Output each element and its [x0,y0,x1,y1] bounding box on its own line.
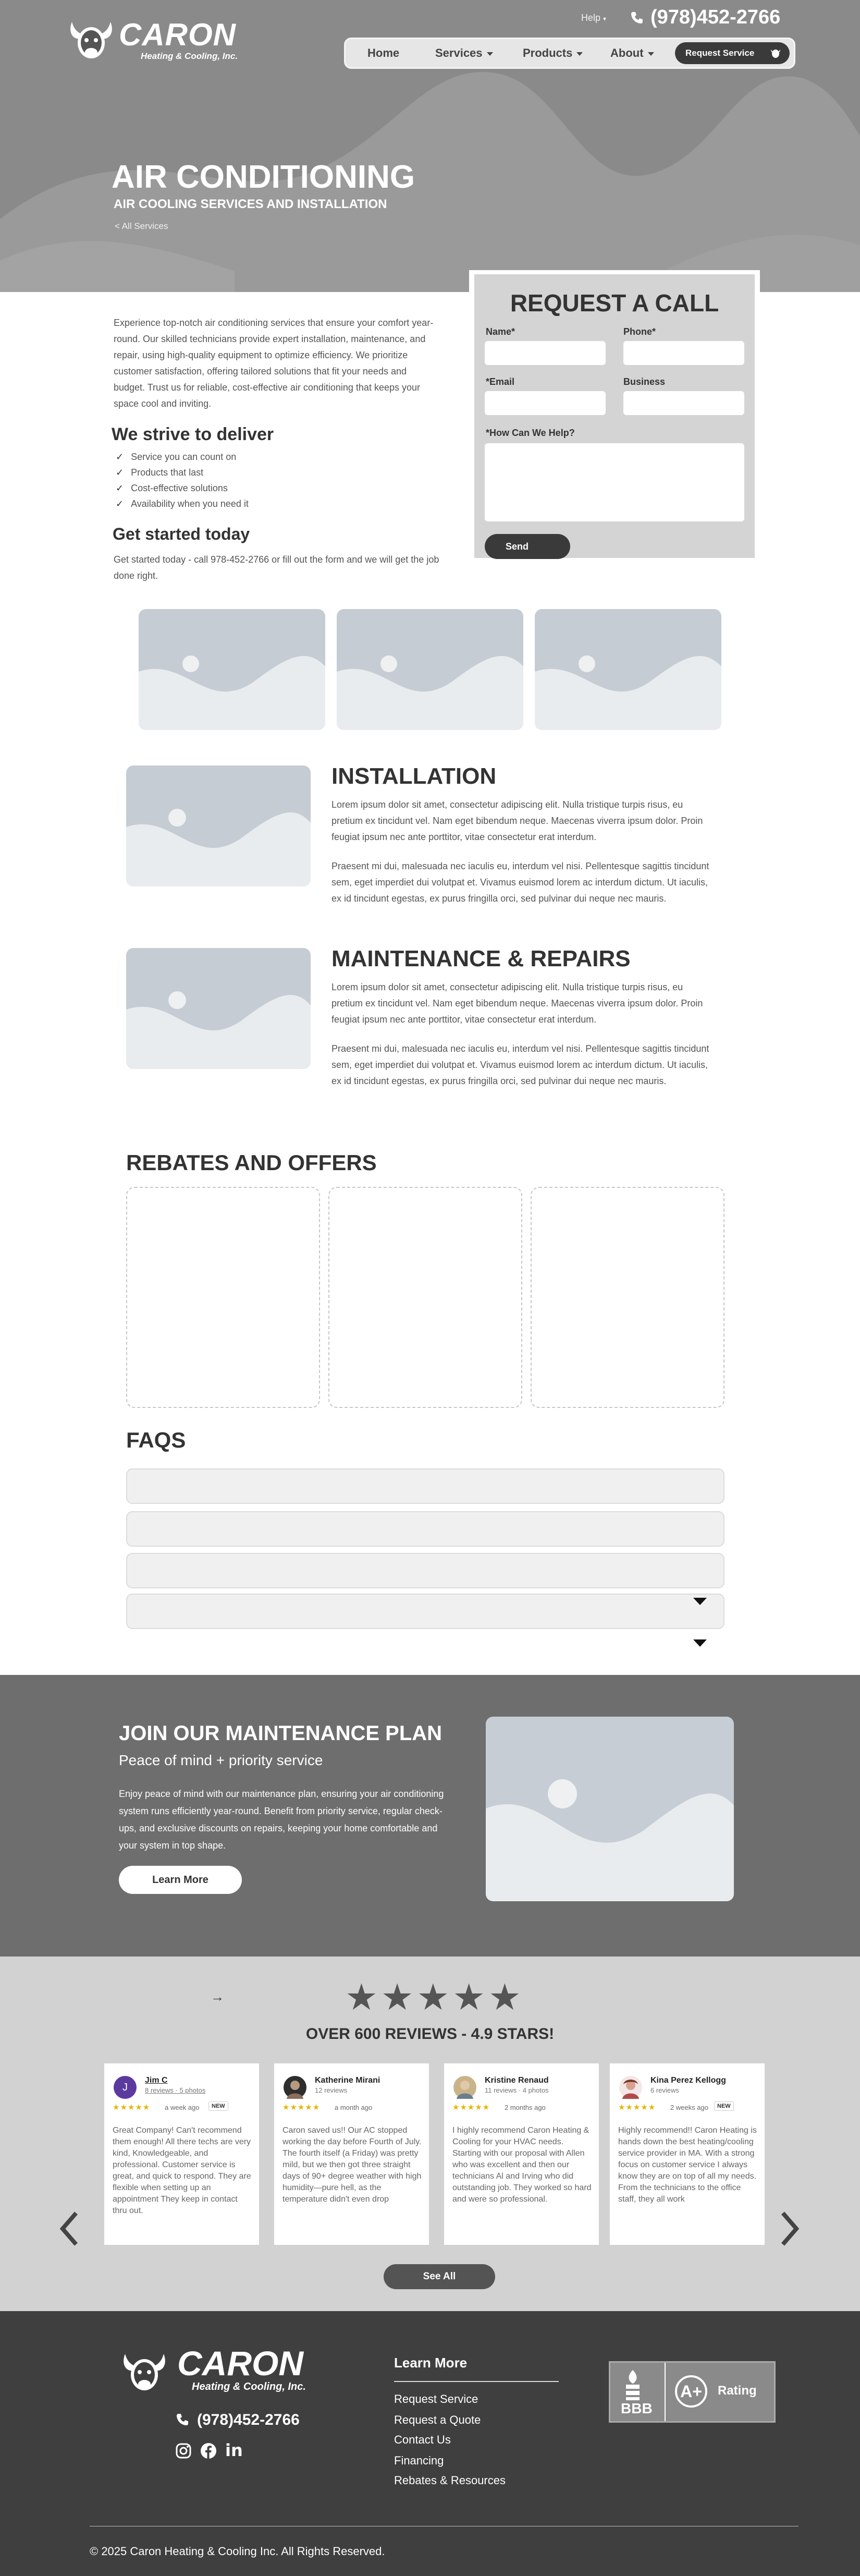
star-rating-icon: ★★★★★ [618,2103,656,2112]
strive-item [116,499,249,514]
reviewer-meta[interactable]: 6 reviews [650,2086,679,2094]
request-call-form [469,270,760,563]
new-badge: NEW [714,2101,734,2111]
installation-paragraph-1: Lorem ipsum dolor sit amet, consectetur adipiscing elit. Nulla tristique turpis risus, eu pretium ex tincidunt vel. Nam eget bibendum neque. Maecenas viverra ipsum dolor. Proin feugiat ipsum nec ante porttitor, vitae consectetur erat interdum. [331,799,703,842]
brand-name: CARON [119,17,236,52]
star-rating-icon: ★★★★★ [282,2103,321,2112]
rebate-card[interactable] [531,1187,724,1408]
name-label: Name* [486,326,515,337]
avatar [619,2076,642,2099]
bull-logo-icon [63,11,120,69]
strive-item [116,467,249,483]
business-field[interactable] [623,391,744,415]
arrow-right-icon[interactable]: → [211,1989,224,2004]
header-phone-number: (978)452-2766 [650,6,781,28]
bbb-torch-icon [620,2368,646,2400]
five-stars-icon: ★★★★★ [345,1977,524,2018]
page-title: AIR CONDITIONING [112,159,415,195]
review-card [274,2063,429,2245]
intro-paragraph: Experience top-notch air conditioning services that ensure your comfort year-round. Our skilled technicians provide expert installation, maintenance, and repair, using high-quality equipment to optimize efficiency. We prioritize customer satisfaction, offering tailored solutions that fit your needs and budget. Trust us for reliable, cost-effective air conditioning that keeps your space cool and inviting. [114,318,434,409]
maintenance-heading: MAINTENANCE & REPAIRS [331,946,631,971]
faq-item[interactable] [126,1511,724,1547]
star-rating-icon: ★★★★★ [452,2103,490,2112]
learn-more-heading: Learn More [394,2355,468,2371]
chevron-down-icon[interactable] [693,1598,707,1605]
copyright: © 2025 Caron Heating & Cooling Inc. All Rights Reserved. [90,2545,385,2558]
main-nav [344,38,795,69]
chevron-down-icon[interactable] [693,1639,707,1647]
maintenance-paragraph-1: Lorem ipsum dolor sit amet, consectetur adipiscing elit. Nulla tristique turpis risus, eu pretium ex tincidunt vel. Nam eget bibendum neque. Maecenas viverra ipsum dolor. Proin feugiat ipsum nec ante porttitor, vitae consectetur erat interdum. [331,982,703,1025]
faq-item[interactable] [126,1468,724,1504]
review-text: I highly recommend Caron Heating & Cooling for your HVAC needs. Starting with our proposal with Allen who was excellent and then our technicians Al and Irving who did outstanding job. They worked so hard and were so professional. [452,2126,592,2204]
review-text: Highly recommend!! Caron Heating is hands down the best heating/cooling service provider in MA. With a strong focus on customer service I always know they are on top of all my needs. From the technicians to the office staff, they all work [618,2126,757,2204]
help-menu[interactable] [581,13,606,23]
check-icon: ✓ [116,452,124,462]
person-icon [619,2076,642,2099]
carousel-next-icon[interactable] [779,2210,802,2247]
footer-brand-name: CARON [177,2344,303,2383]
linkedin-icon[interactable]: in [225,2440,243,2460]
brand-tagline: Heating & Cooling, Inc. [141,51,238,61]
plan-heading: JOIN OUR MAINTENANCE PLAN [119,1722,443,1745]
reviewer-name[interactable]: Jim C [145,2076,168,2085]
maintenance-paragraph-2: Praesent mi dui, malesuada nec iaculis eu, interdum vel nisi. Pellentesque sagittis tincidunt sem, eget imperdiet dui volutpat et. Vivamus euismod lorem ac interdum dictum. Ut iaculis, ex id tincidunt egestas, ex purus fringilla orci, sed pulvinar dui neque nec mauris. [331,1043,709,1086]
learn-more-button[interactable]: Learn More [119,1866,242,1894]
reviewer-name[interactable]: Kina Perez Kellogg [650,2076,726,2085]
image-placeholder-icon [139,609,325,730]
image-placeholder-icon [535,609,721,730]
bull-icon [770,47,781,59]
footer-phone-number: (978)452-2766 [197,2411,300,2428]
strive-item-label: Cost-effective solutions [131,483,228,493]
email-field[interactable] [485,391,606,415]
rating-grade: A+ [675,2375,707,2408]
carousel-prev-icon[interactable] [57,2210,80,2247]
plan-subheading: Peace of mind + priority service [119,1752,323,1768]
gallery-image-1 [139,609,325,730]
footer-link-financing[interactable]: Financing [394,2454,444,2467]
all-services-link[interactable]: < All Services [115,221,168,231]
phone-label: Phone* [623,326,656,337]
logo[interactable] [63,11,250,74]
instagram-icon[interactable] [175,2443,192,2459]
review-time: a week ago [165,2104,200,2111]
phone-icon [175,2412,190,2427]
star-rating-icon: ★★★★★ [113,2103,151,2112]
faq-item[interactable] [126,1553,724,1588]
email-label: *Email [486,376,515,387]
check-icon: ✓ [116,467,124,478]
nav-about[interactable] [610,39,654,67]
reviewer-meta[interactable]: 8 reviews · 5 photos [145,2086,206,2094]
bbb-label: BBB [621,2400,653,2416]
hero-section [0,0,860,292]
strive-item-label: Availability when you need it [131,499,249,509]
caret-down-icon [487,52,493,56]
image-placeholder-icon [126,948,311,1069]
image-placeholder-icon [337,609,523,730]
review-time: a month ago [335,2104,373,2111]
nav-products-label: Products [523,46,573,59]
nav-services-label: Services [435,46,483,59]
review-time: 2 weeks ago [670,2104,708,2111]
help-question-label: *How Can We Help? [486,428,575,438]
avatar [284,2076,306,2099]
strive-item [116,483,249,499]
started-heading: Get started today [113,525,250,543]
reviewer-meta[interactable]: 11 reviews · 4 photos [485,2086,549,2094]
review-time: 2 months ago [505,2104,546,2111]
footer-link-rebates[interactable]: Rebates & Resources [394,2474,506,2487]
strive-item-label: Products that last [131,467,204,478]
help-textarea[interactable] [485,443,744,521]
bbb-badge[interactable] [609,2361,776,2423]
installation-image [126,765,311,886]
maintenance-plan-section [0,1675,860,1957]
footer-link-request-service[interactable]: Request Service [394,2392,478,2405]
footer-logo[interactable] [116,2343,319,2401]
facebook-icon[interactable] [200,2443,217,2459]
bull-logo-icon [116,2343,173,2401]
image-placeholder-icon [126,765,311,886]
phone-icon [630,10,644,25]
phone-field[interactable] [623,341,744,365]
person-icon [284,2076,306,2099]
faq-item[interactable] [126,1594,724,1629]
installation-paragraph-2: Praesent mi dui, malesuada nec iaculis eu, interdum vel nisi. Pellentesque sagittis tincidunt sem, eget imperdiet dui volutpat et. Vivamus euismod lorem ac interdum dictum. Ut iaculis, ex id tincidunt egestas, ex purus fringilla orci, sed pulvinar dui neque nec mauris. [331,861,709,904]
strive-item [116,452,249,467]
rebate-card[interactable] [126,1187,320,1408]
review-text: Caron saved us!! Our AC stopped working the day before Fourth of July. The fourth itself (a Friday) was pretty mild, but we then got three straight days of 90+ degree weather with high humidity—pure hell, as the temperature didn't even drop [282,2126,422,2204]
maintenance-image [126,948,311,1069]
nav-services[interactable] [435,39,493,67]
help-label: Help [581,13,601,23]
footer [0,2311,860,2576]
request-service-label: Request Service [685,48,755,58]
avatar: J [114,2076,137,2099]
bbb-divider [665,2363,666,2421]
rebates-heading: REBATES AND OFFERS [126,1150,377,1175]
new-badge: NEW [208,2101,228,2111]
check-icon: ✓ [116,483,124,493]
avatar [453,2076,476,2099]
form-title: REQUEST A CALL [510,289,719,317]
person-icon [453,2076,476,2099]
footer-link-contact[interactable]: Contact Us [394,2433,451,2446]
caret-down-icon [576,52,583,56]
review-card [104,2063,259,2245]
nav-products[interactable] [523,39,583,67]
review-card [610,2063,765,2245]
footer-brand-tagline: Heating & Cooling, Inc. [192,2381,306,2392]
rebate-card[interactable] [328,1187,522,1408]
nav-home[interactable]: Home [367,46,400,59]
reviewer-meta[interactable]: 12 reviews [315,2086,348,2094]
review-card [444,2063,599,2245]
footer-link-request-quote[interactable]: Request a Quote [394,2413,481,2426]
gallery-image-3 [535,609,721,730]
send-button[interactable]: Send [485,534,570,559]
plan-image [486,1717,734,1901]
started-text: Get started today - call 978-452-2766 or fill out the form and we will get the job done right. [114,554,439,581]
footer-divider [394,2381,559,2382]
business-label: Business [623,376,666,387]
gallery-image-2 [337,609,523,730]
strive-heading: We strive to deliver [112,424,274,444]
request-service-button[interactable] [675,42,790,64]
strive-list [116,452,249,514]
rating-label: Rating [718,2384,757,2398]
installation-heading: INSTALLATION [331,763,497,789]
check-icon: ✓ [116,499,124,509]
strive-item-label: Service you can count on [131,452,237,462]
reviewer-name[interactable]: Katherine Mirani [315,2076,380,2085]
reviewer-name[interactable]: Kristine Renaud [485,2076,549,2085]
page-subtitle: AIR COOLING SERVICES AND INSTALLATION [114,197,387,211]
caret-down-icon: ▾ [603,15,607,22]
faqs-heading: FAQS [126,1428,186,1452]
name-field[interactable] [485,341,606,365]
reviews-summary: OVER 600 REVIEWS - 4.9 STARS! [305,2025,555,2043]
review-text: Great Company! Can't recommend them enough! All there techs are very kind, Knowledgeable, and professional. Customer service is great, and quick to respond. They are flexible when setting up an appointment They keep in contact thru out. [113,2126,251,2215]
see-all-button[interactable]: See All [384,2264,495,2289]
nav-about-label: About [610,46,644,59]
plan-text: Enjoy peace of mind with our maintenance plan, ensuring your air conditioning system runs efficiently year-round. Benefit from priority service, regular check-ups, and exclusive discounts on repairs, keeping your home comfortable and your system in top shape. [119,1789,444,1851]
caret-down-icon [648,52,654,56]
image-placeholder-icon [486,1717,734,1901]
